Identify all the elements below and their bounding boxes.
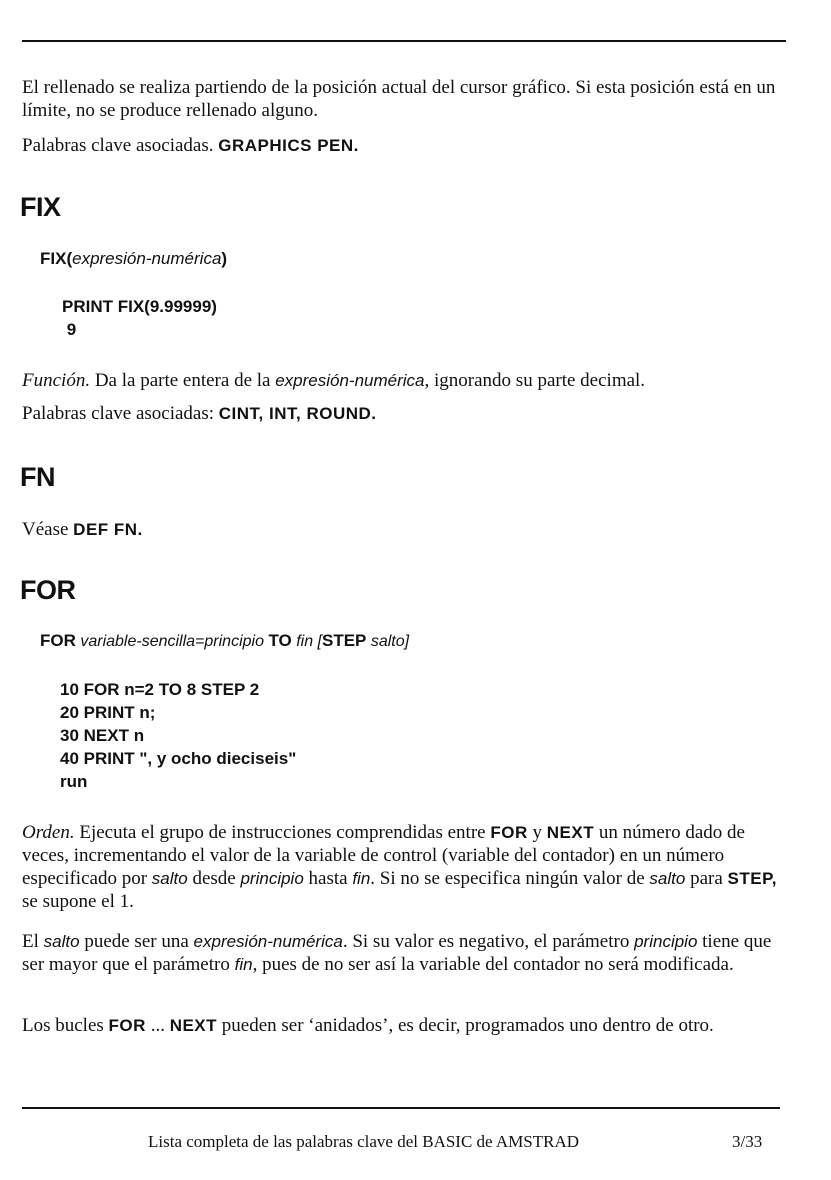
text-run: . Si no se especifica ningún valor de — [370, 868, 650, 889]
keyword-ref: STEP, — [727, 869, 777, 888]
assoc-keywords: CINT, INT, ROUND. — [218, 404, 377, 423]
argument-ref: principio — [634, 932, 698, 951]
text-run: y — [527, 822, 547, 843]
argument-ref: expresión-numérica — [275, 371, 425, 390]
for-description — [22, 821, 788, 913]
text-run: puede ser una — [79, 931, 194, 952]
fix-code-example — [62, 295, 217, 341]
syntax-argument: expresión-numérica — [72, 249, 222, 268]
code-line: PRINT FIX(9.99999) — [62, 297, 217, 316]
argument-ref: fin — [352, 869, 371, 888]
text-run: hasta — [303, 868, 353, 889]
fix-function-description — [22, 369, 788, 392]
text-run: Da la parte entera de la — [90, 370, 276, 391]
text-run: , ignorando su parte decimal. — [424, 370, 646, 391]
code-line: 10 FOR n=2 TO 8 STEP 2 — [60, 680, 260, 699]
syntax-keyword: TO — [268, 631, 292, 650]
heading-fn: FN — [20, 462, 55, 492]
for-code-example — [60, 678, 296, 793]
syntax-argument: fin [ — [291, 633, 322, 650]
text-run: . Si su valor es negativo, el parámetro — [342, 931, 635, 952]
code-line: run — [60, 772, 88, 791]
keyword-ref: NEXT — [546, 823, 595, 842]
text-run: ... — [145, 1015, 170, 1036]
argument-ref: salto — [43, 932, 80, 951]
intro-associated — [22, 134, 788, 157]
code-line: 9 — [62, 320, 77, 339]
text-run: pueden ser ‘anidados’, es decir, programados uno dentro de otro. — [217, 1015, 714, 1036]
syntax-argument: variable-sencilla=principio — [75, 633, 269, 650]
intro-text: El rellenado se realiza partiendo de la posición actual del cursor gráfico. Si esta posición está en un límite, no se produce rellenado alguno. — [22, 77, 776, 121]
text-run: tiene que ser mayor que el parámetro — [22, 931, 772, 975]
keyword-ref: NEXT — [169, 1016, 218, 1035]
syntax-argument: salto] — [366, 633, 410, 650]
argument-ref: expresión-numérica — [193, 932, 343, 951]
syntax-keyword: FOR — [40, 631, 76, 650]
description-label: Función. — [22, 370, 91, 391]
fix-associated — [22, 402, 788, 425]
description-label: Orden. — [22, 822, 75, 843]
assoc-label: Palabras clave asociadas. — [22, 135, 214, 156]
text-run: Los bucles — [22, 1015, 109, 1036]
keyword-ref: FOR — [490, 823, 528, 842]
syntax-keyword: STEP — [321, 631, 367, 650]
assoc-keywords: GRAPHICS PEN. — [218, 136, 359, 155]
argument-ref: salto — [151, 869, 188, 888]
keyword-ref: FOR — [108, 1016, 146, 1035]
text-run: , pues de no ser así la variable del contador no será modificada. — [252, 954, 734, 975]
argument-ref: fin — [234, 955, 253, 974]
for-syntax — [40, 631, 409, 651]
heading-fix: FIX — [20, 192, 61, 222]
code-line: 20 PRINT n; — [60, 703, 156, 722]
text-run: El — [22, 931, 44, 952]
intro-paragraph — [22, 76, 788, 122]
page-number: 3/33 — [732, 1132, 763, 1151]
see-keyword: DEF FN. — [73, 520, 143, 539]
code-line: 40 PRINT ", y ocho dieciseis" — [60, 749, 297, 768]
text-run: para — [685, 868, 728, 889]
for-salto-paragraph — [22, 930, 788, 976]
syntax-close: ) — [221, 249, 228, 268]
top-rule — [22, 40, 786, 42]
text-run: se supone el 1. — [22, 891, 134, 912]
fn-see-also — [22, 518, 788, 541]
bottom-rule — [22, 1107, 780, 1109]
footer-title: Lista completa de las palabras clave del BASIC de AMSTRAD — [148, 1132, 580, 1151]
argument-ref: salto — [649, 869, 686, 888]
text-run: Véase — [22, 519, 74, 540]
heading-for: FOR — [20, 575, 76, 605]
code-line: 30 NEXT n — [60, 726, 145, 745]
for-nesting-paragraph — [22, 1014, 788, 1037]
argument-ref: principio — [240, 869, 304, 888]
text-run: desde — [187, 868, 241, 889]
assoc-label: Palabras clave asociadas: — [22, 403, 219, 424]
fix-syntax — [40, 249, 227, 269]
text-run: un número dado de veces, incrementando el valor de la variable de control (variable del contador) en un número especificado por — [22, 822, 745, 889]
text-run: Ejecuta el grupo de instrucciones comprendidas entre — [74, 822, 491, 843]
syntax-keyword: FIX( — [40, 249, 73, 268]
